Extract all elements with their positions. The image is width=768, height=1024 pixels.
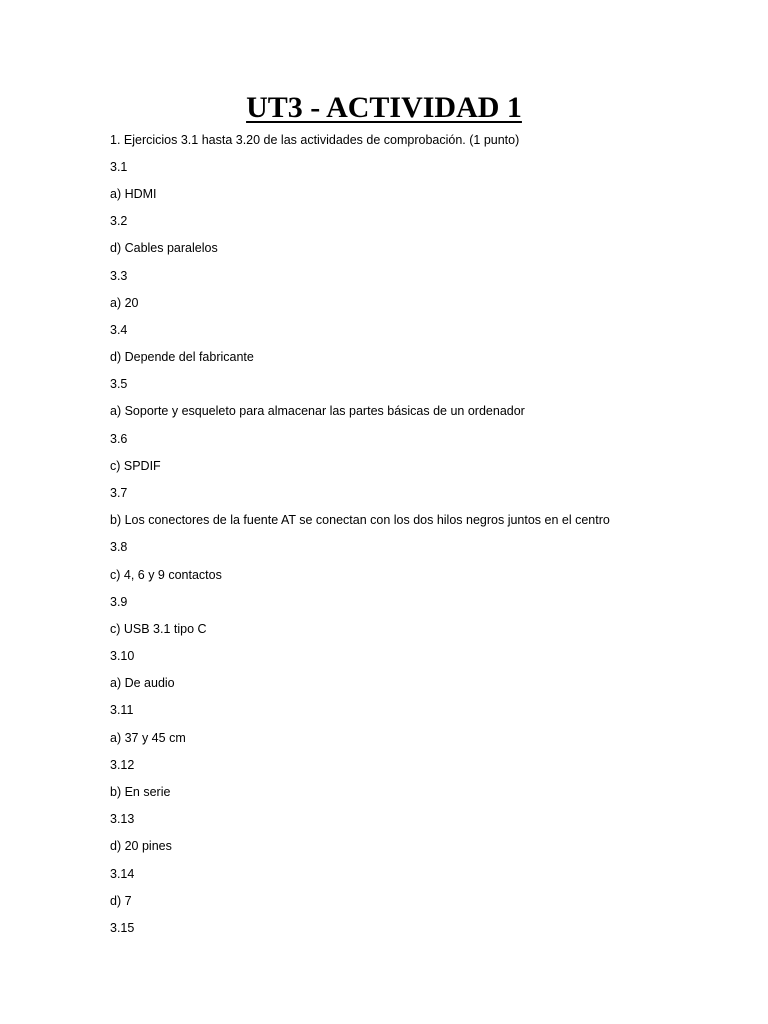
question-number: 3.15: [110, 921, 135, 935]
question-number: 3.7: [110, 486, 128, 500]
answer-text: a) HDMI: [110, 187, 157, 201]
question-number: 3.3: [110, 269, 128, 283]
question-number: 3.13: [110, 812, 135, 826]
question-number: 3.14: [110, 867, 135, 881]
question-number: 3.9: [110, 595, 128, 609]
answer-text: d) 7: [110, 894, 132, 908]
answer-text: a) 37 y 45 cm: [110, 731, 186, 745]
answer-text: b) Los conectores de la fuente AT se conectan con los dos hilos negros juntos en el centro: [110, 513, 610, 527]
answer-text: b) En serie: [110, 785, 171, 799]
question-number: 3.10: [110, 649, 135, 663]
answer-text: c) SPDIF: [110, 459, 161, 473]
exercise-instruction: 1. Ejercicios 3.1 hasta 3.20 de las actividades de comprobación. (1 punto): [110, 133, 520, 147]
question-number: 3.2: [110, 214, 128, 228]
question-number: 3.6: [110, 432, 128, 446]
question-number: 3.8: [110, 540, 128, 554]
question-number: 3.11: [110, 703, 134, 717]
answer-text: c) USB 3.1 tipo C: [110, 622, 207, 636]
document-title: UT3 - ACTIVIDAD 1: [246, 91, 522, 124]
answer-text: d) Cables paralelos: [110, 241, 218, 255]
answer-text: d) 20 pines: [110, 839, 172, 853]
question-number: 3.5: [110, 377, 128, 391]
answer-text: a) 20: [110, 296, 139, 310]
answer-text: a) De audio: [110, 676, 175, 690]
answer-text: c) 4, 6 y 9 contactos: [110, 568, 222, 582]
question-number: 3.1: [110, 160, 128, 174]
question-number: 3.4: [110, 323, 128, 337]
answer-text: d) Depende del fabricante: [110, 350, 254, 364]
answer-text: a) Soporte y esqueleto para almacenar las partes básicas de un ordenador: [110, 404, 525, 418]
question-number: 3.12: [110, 758, 135, 772]
